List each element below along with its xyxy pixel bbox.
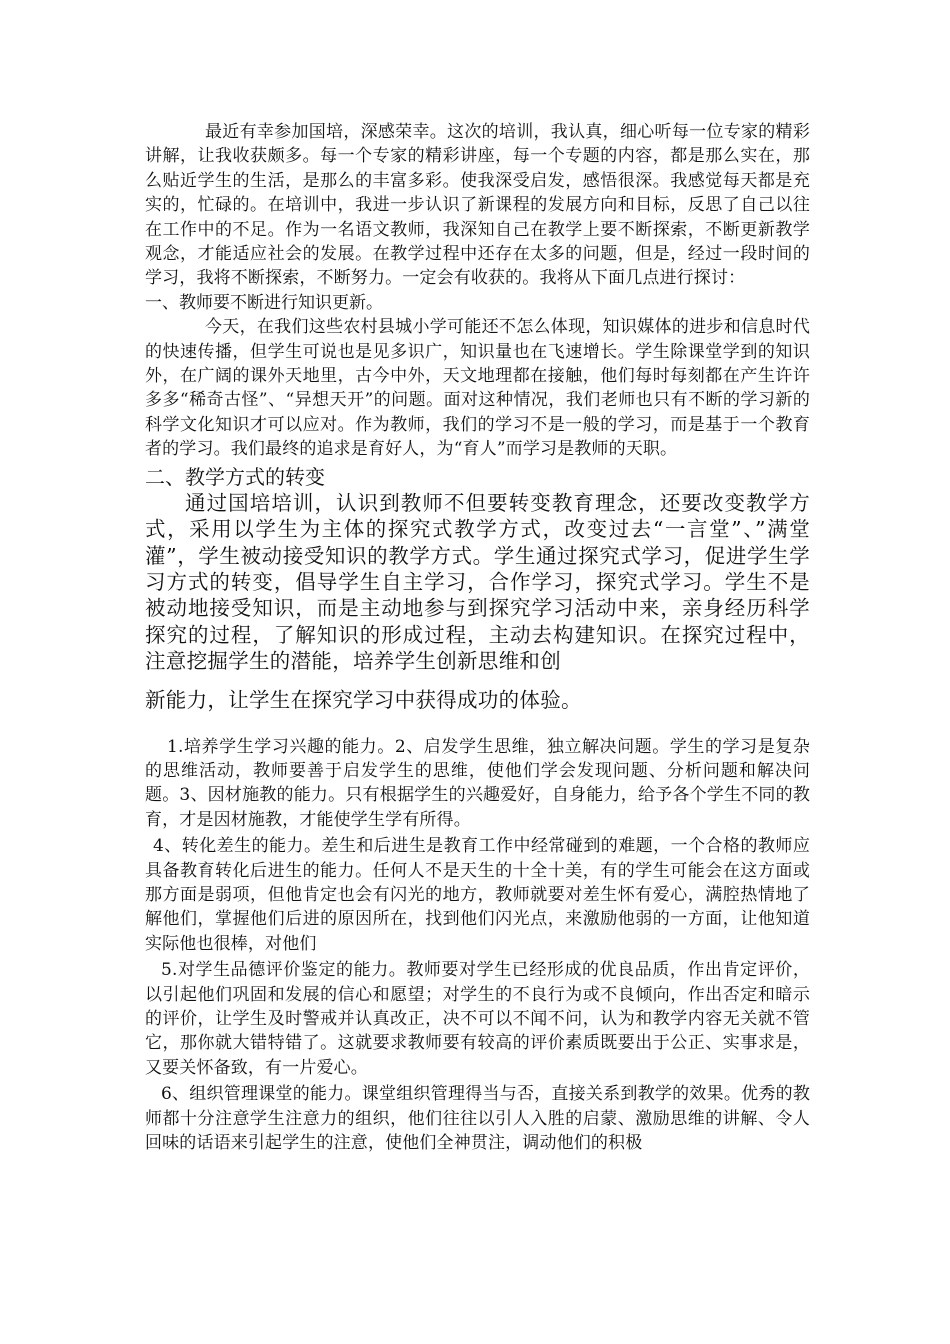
item-6-paragraph: 6、组织管理课堂的能力。课堂组织管理得当与否，直接关系到教学的效果。优秀的教师都十分注意学生注意力的组织，他们往往以引人入胜的启蒙、激励思维的讲解、令人回味的话语来引起学生的注意，使他们全神贯注，调动他们的积极 bbox=[145, 1084, 810, 1154]
section2-heading: 二、教学方式的转变 bbox=[145, 464, 325, 489]
document-page bbox=[145, 120, 810, 1155]
item-1-3-paragraph: 1.培养学生学习兴趣的能力。2、启发学生思维，独立解决问题。学生的学习是复杂的思维活动，教师要善于启发学生的思维，使他们学会发现问题、分析问题和解决问题。3、因材施教的能力。只有根据学生的兴趣爱好，自身能力，给予各个学生不同的教育，才是因材施教，才能使学生学有所得。 bbox=[145, 736, 810, 830]
intro-paragraph: 最近有幸参加国培，深感荣幸。这次的培训，我认真，细心听每一位专家的精彩讲解，让我收获颇多。每一个专家的精彩讲座，每一个专题的内容，都是那么实在，那么贴近学生的生活，是那么的丰富多彩。使我深受启发，感悟很深。我感觉每天都是充实的，忙碌的。在培训中，我进一步认识了新课程的发展方向和目标，反思了自己以往在工作中的不足。作为一名语文教师，我深知自己在教学上要不断探索，不断更新教学观念，才能适应社会的发展。在教学过程中还存在太多的问题，但是，经过一段时间的学习，我将不断探索，不断努力。一定会有收获的。我将从下面几点进行探讨： bbox=[145, 122, 810, 289]
section2-paragraph: 通过国培培训，认识到教师不但要转变教育理念，还要改变教学方式，采用以学生为主体的探究式教学方式，改变过去“一言堂”、”满堂灌”，学生被动接受知识的教学方式。学生通过探究式学习，促进学生学习方式的转变，倡导学生自主学习，合作学习，探究式学习。学生不是被动地接受知识，而是主动地参与到探究学习活动中来，亲身经历科学探究的过程，了解知识的形成过程，主动去构建知识。在探究过程中，注意挖掘学生的潜能，培养学生创新思维和创 bbox=[145, 490, 810, 674]
item-4-paragraph: 4、转化差生的能力。差生和后进生是教育工作中经常碰到的难题，一个合格的教师应具备教育转化后进生的能力。任何人不是天生的十全十美，有的学生可能会在这方面或那方面是弱项，但他肯定也会有闪光的地方，教师就要对差生怀有爱心，满腔热情地了解他们，掌握他们后进的原因所在，找到他们闪光点，来激励他弱的一方面，让他知道实际他也很棒，对他们 bbox=[145, 836, 810, 954]
section1-paragraph: 今天，在我们这些农村县城小学可能还不怎么体现，知识媒体的进步和信息时代的快速传播，但学生可说也是见多识广，知识量也在飞速增长。学生除课堂学到的知识外，在广阔的课外天地里，古今中外，天文地理都在接触，他们每时每刻都在产生许许多多“稀奇古怪”、“异想天开”的问题。面对这种情况，我们老师也只有不断的学习新的科学文化知识才可以应对。作为教师，我们的学习不是一般的学习，而是基于一个教育者的学习。我们最终的追求是育好人，为“育人”而学习是教师的天职。 bbox=[145, 317, 810, 460]
section1-heading: 一、教师要不断进行知识更新。 bbox=[145, 292, 383, 313]
section2-last-line: 新能力，让学生在探究学习中获得成功的体验。 bbox=[145, 687, 582, 712]
item-5-paragraph: 5.对学生品德评价鉴定的能力。教师要对学生已经形成的优良品质，作出肯定评价，以引起他们巩固和发展的信心和愿望；对学生的不良行为或不良倾向，作出否定和暗示的评价，让学生及时警戒并认真改正，决不可以不闻不问，认为和教学内容无关就不管它，那你就大错特错了。这就要求教师要有较高的评价素质既要出于公正、实事求是，又要关怀备致，有一片爱心。 bbox=[145, 960, 810, 1078]
